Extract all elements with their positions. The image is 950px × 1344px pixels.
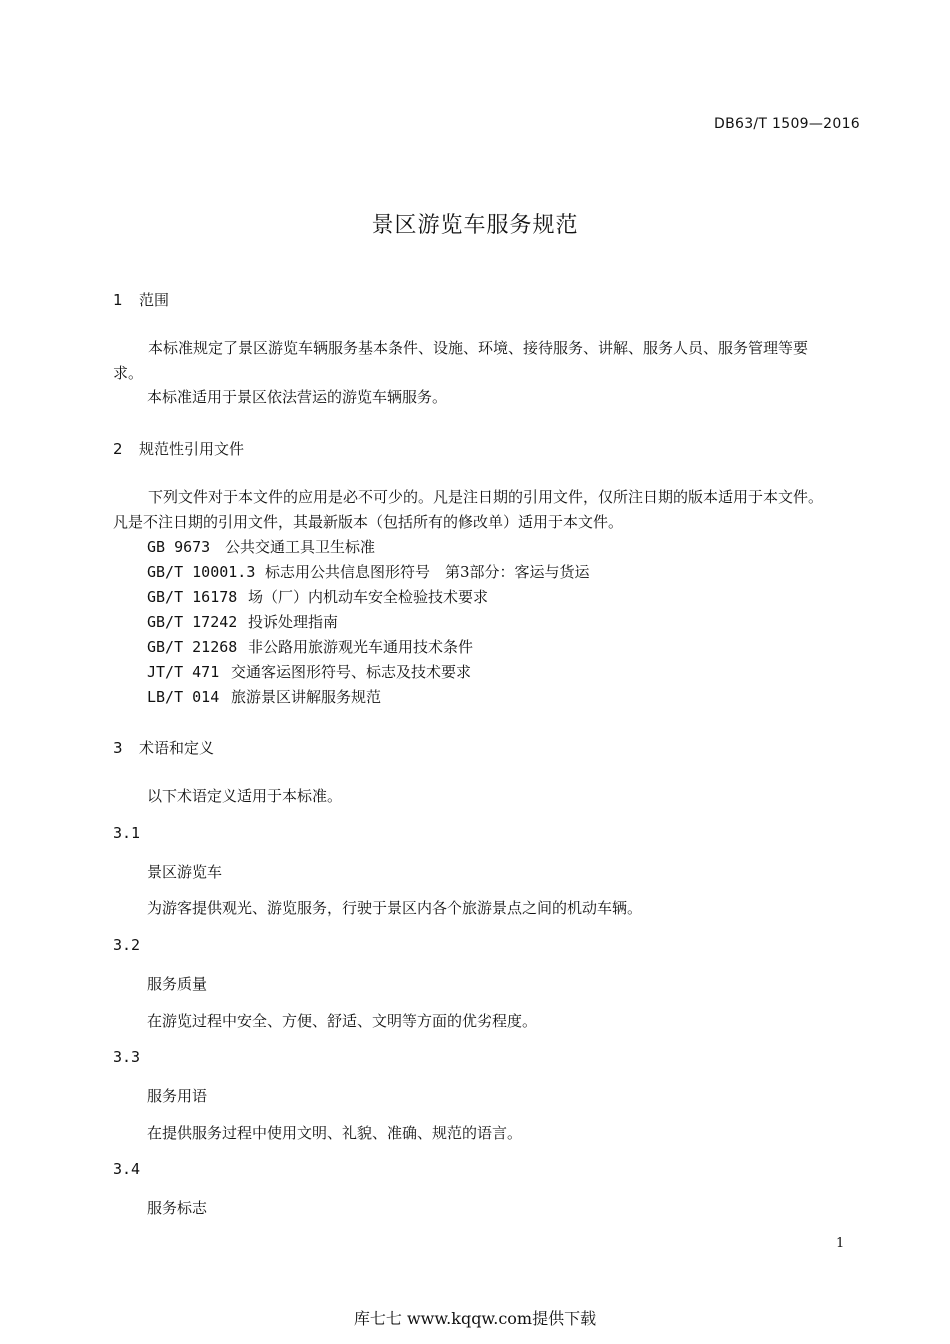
reference-code: LB/T 014 (147, 688, 220, 706)
term-definition: 在游览过程中安全、方便、舒适、文明等方面的优劣程度。 (147, 1012, 538, 1030)
section-number: 3 (113, 739, 123, 757)
reference-code: GB/T 16178 (147, 588, 238, 606)
section-2-paragraph-1: 下列文件对于本文件的应用是必不可少的。凡是注日期的引用文件，仅所注日期的版本适用于本文件。凡是不注日期的引用文件，其最新版本（包括所有的修改单）适用于本文件。 (113, 488, 824, 531)
reference-item (147, 586, 488, 607)
subsection-number: 3.3 (113, 1048, 141, 1066)
section-title: 术语和定义 (139, 739, 215, 757)
reference-code: JT/T 471 (147, 663, 220, 681)
reference-title: 交通客运图形符号、标志及技术要求 (231, 663, 472, 681)
reference-title: 旅游景区讲解服务规范 (231, 688, 382, 706)
term-title: 景区游览车 (147, 863, 223, 881)
reference-item (147, 536, 375, 557)
subsection-number: 3.2 (113, 936, 141, 954)
reference-title: 投诉处理指南 (248, 613, 339, 631)
section-1-paragraph-2: 本标准适用于景区依法营运的游览车辆服务。 (147, 388, 448, 406)
term-title: 服务用语 (147, 1087, 208, 1105)
reference-code: GB/T 10001.3 (147, 563, 256, 581)
section-3-heading (113, 737, 214, 758)
reference-item (147, 611, 338, 632)
section-1-heading (113, 289, 169, 310)
reference-title: 公共交通工具卫生标准 (225, 538, 376, 556)
document-number: DB63/T 1509—2016 (714, 116, 860, 132)
reference-item (147, 636, 473, 657)
term-title: 服务标志 (147, 1199, 208, 1217)
subsection-number: 3.4 (113, 1160, 141, 1178)
reference-item (147, 661, 471, 682)
section-2-heading (113, 438, 244, 459)
reference-item (147, 561, 590, 582)
section-number: 2 (113, 440, 123, 458)
reference-title: 场（厂）内机动车安全检验技术要求 (248, 588, 489, 606)
reference-title: 非公路用旅游观光车通用技术条件 (248, 638, 474, 656)
subsection-number: 3.1 (113, 824, 141, 842)
term-title: 服务质量 (147, 975, 208, 993)
section-title: 范围 (139, 291, 170, 309)
reference-code: GB/T 17242 (147, 613, 238, 631)
reference-title: 标志用公共信息图形符号 第3部分：客运与货运 (265, 563, 590, 581)
footer-download-notice: 库七七 www.kqqw.com提供下载 (353, 1309, 597, 1328)
section-1-paragraph-1: 本标准规定了景区游览车辆服务基本条件、设施、环境、接待服务、讲解、服务人员、服务管理等要求。 (113, 339, 809, 382)
section-3-intro: 以下术语定义适用于本标准。 (147, 787, 343, 805)
reference-code: GB 9673 (147, 538, 211, 556)
term-definition: 为游客提供观光、游览服务，行驶于景区内各个旅游景点之间的机动车辆。 (147, 899, 643, 917)
section-number: 1 (113, 291, 123, 309)
section-title: 规范性引用文件 (139, 440, 245, 458)
term-definition: 在提供服务过程中使用文明、礼貌、准确、规范的语言。 (147, 1124, 523, 1142)
page-title: 景区游览车服务规范 (371, 213, 579, 238)
page-number: 1 (836, 1236, 845, 1251)
reference-code: GB/T 21268 (147, 638, 238, 656)
reference-item (147, 686, 381, 707)
